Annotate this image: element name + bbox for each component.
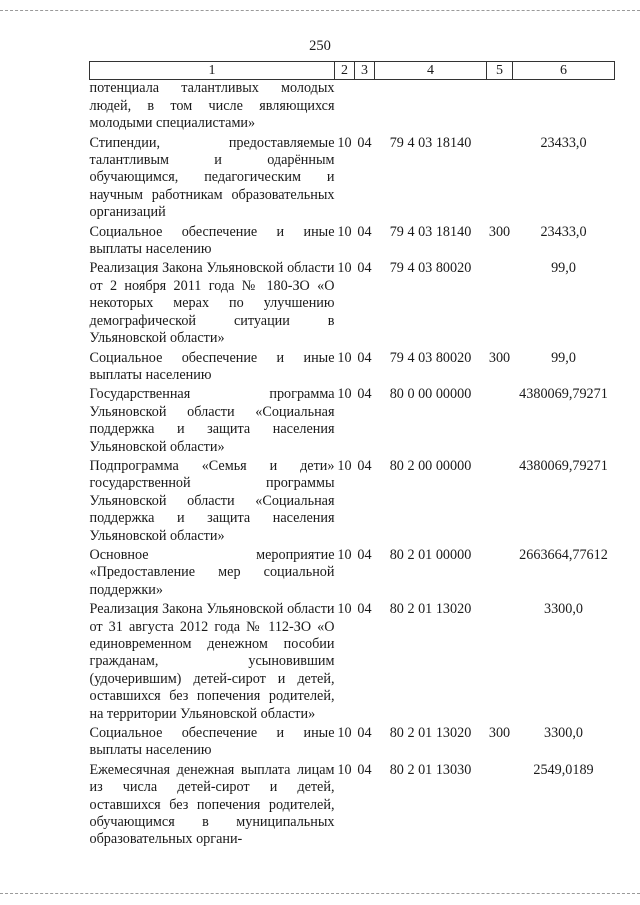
row-target-code: 79 4 03 80020 [389,260,472,277]
row-amount: 4380069,79271 [519,386,608,403]
row-expense-type: 300 [488,725,511,742]
row-target-code: 80 2 00 00000 [389,457,472,474]
table-row [90,723,615,760]
row-name: Социальное обеспечение и иные выплаты населению [89,349,335,383]
row-section: 10 [337,260,352,277]
row-name: Стипендии, предоставляемые талантливым и одарённым обучающимся, педагогическим и научным работникам образовательных организаций [89,134,335,221]
header-col-3: 3 [355,62,375,80]
row-amount [513,80,615,133]
header-col-6: 6 [513,62,615,80]
table-row [90,80,615,133]
row-expense-type [487,80,513,133]
row-section: 10 [337,457,352,474]
row-subsection: 04 [357,134,372,151]
row-subsection: 04 [357,386,372,403]
header-col-1: 1 [90,62,335,80]
row-subsection: 04 [357,601,372,618]
row-target-code: 79 4 03 18140 [389,223,472,240]
scan-edge-top [0,10,640,12]
row-amount: 3300,0 [543,601,583,618]
row-name: Социальное обеспечение и иные выплаты населению [89,223,335,258]
row-subsection: 04 [357,349,372,366]
row-expense-type [487,456,513,545]
table-row [90,222,615,259]
row-name: потенциала талантливых молодых людей, в том числе являющихся молодыми специалистами» [89,80,335,132]
row-name: Реализация Закона Ульяновской области от 31 августа 2012 года № 112-ЗО «О единовременном денежном пособии гражданам, усыновившим (удочерившим) детей-сирот и детей, оставшихся без попечения родителей, на территории Ульяновской области» [89,601,335,722]
table-row [90,384,615,456]
row-subsection: 04 [357,546,372,563]
budget-table [89,61,615,849]
row-name: Подпрограмма «Семья и дети» государственной программы Ульяновской области «Социальная поддержка и защита населения Ульяновской области» [89,457,335,544]
row-target-code: 80 2 01 00000 [389,546,472,563]
row-target-code [375,80,487,133]
row-amount: 2549,0189 [533,761,594,778]
row-subsection [355,80,375,133]
row-target-code: 80 0 00 00000 [389,386,472,403]
table-header [90,62,615,80]
row-subsection: 04 [357,725,372,742]
row-amount: 2663664,77612 [519,546,608,563]
row-name: Ежемесячная денежная выплата лицам из числа детей-сирот и детей, оставшихся без попечения родителей, обучающимся в муниципальных образовательных органи- [89,761,335,848]
table-row [90,348,615,385]
row-section [335,80,355,133]
row-section: 10 [337,546,352,563]
row-expense-type [487,384,513,456]
table-row [90,545,615,599]
row-section: 10 [337,761,352,778]
row-subsection: 04 [357,223,372,240]
row-section: 10 [337,386,352,403]
page-number: 250 [309,38,331,54]
row-name: Основное мероприятие «Предоставление мер социальной поддержки» [89,546,335,598]
table-row [90,133,615,222]
row-expense-type [487,545,513,599]
scan-edge-bottom [0,893,640,895]
row-expense-type [487,599,513,723]
row-name: Социальное обеспечение и иные выплаты населению [89,725,335,759]
table-row [90,760,615,849]
row-expense-type: 300 [488,349,511,366]
row-expense-type: 300 [488,223,511,240]
header-row [90,62,615,80]
row-amount: 23433,0 [540,134,587,151]
row-target-code: 80 2 01 13020 [389,725,472,742]
table-row [90,599,615,723]
header-col-5: 5 [487,62,513,80]
row-name: Государственная программа Ульяновской области «Социальная поддержка и защита населения Ульяновской области» [89,386,335,455]
row-section: 10 [337,223,352,240]
row-amount: 4380069,79271 [519,457,608,474]
row-amount: 99,0 [551,260,576,277]
table-body [90,80,615,849]
header-col-4: 4 [375,62,487,80]
row-expense-type [487,760,513,849]
row-target-code: 80 2 01 13020 [389,601,472,618]
row-amount: 23433,0 [540,223,587,240]
row-subsection: 04 [357,761,372,778]
header-col-2: 2 [335,62,355,80]
row-expense-type [487,258,513,347]
row-subsection: 04 [357,260,372,277]
row-amount: 99,0 [551,349,576,366]
table-row [90,258,615,347]
row-name: Реализация Закона Ульяновской области от 2 ноября 2011 года № 180-ЗО «О некоторых мерах по улучшению демографической ситуации в Ульяновской области» [89,260,335,347]
row-target-code: 79 4 03 80020 [389,349,472,366]
row-section: 10 [337,349,352,366]
row-target-code: 80 2 01 13030 [389,761,472,778]
table-row [90,456,615,545]
row-section: 10 [337,725,352,742]
row-amount: 3300,0 [543,725,583,742]
row-expense-type [487,133,513,222]
row-section: 10 [337,134,352,151]
row-subsection: 04 [357,457,372,474]
row-target-code: 79 4 03 18140 [389,134,472,151]
row-section: 10 [337,601,352,618]
